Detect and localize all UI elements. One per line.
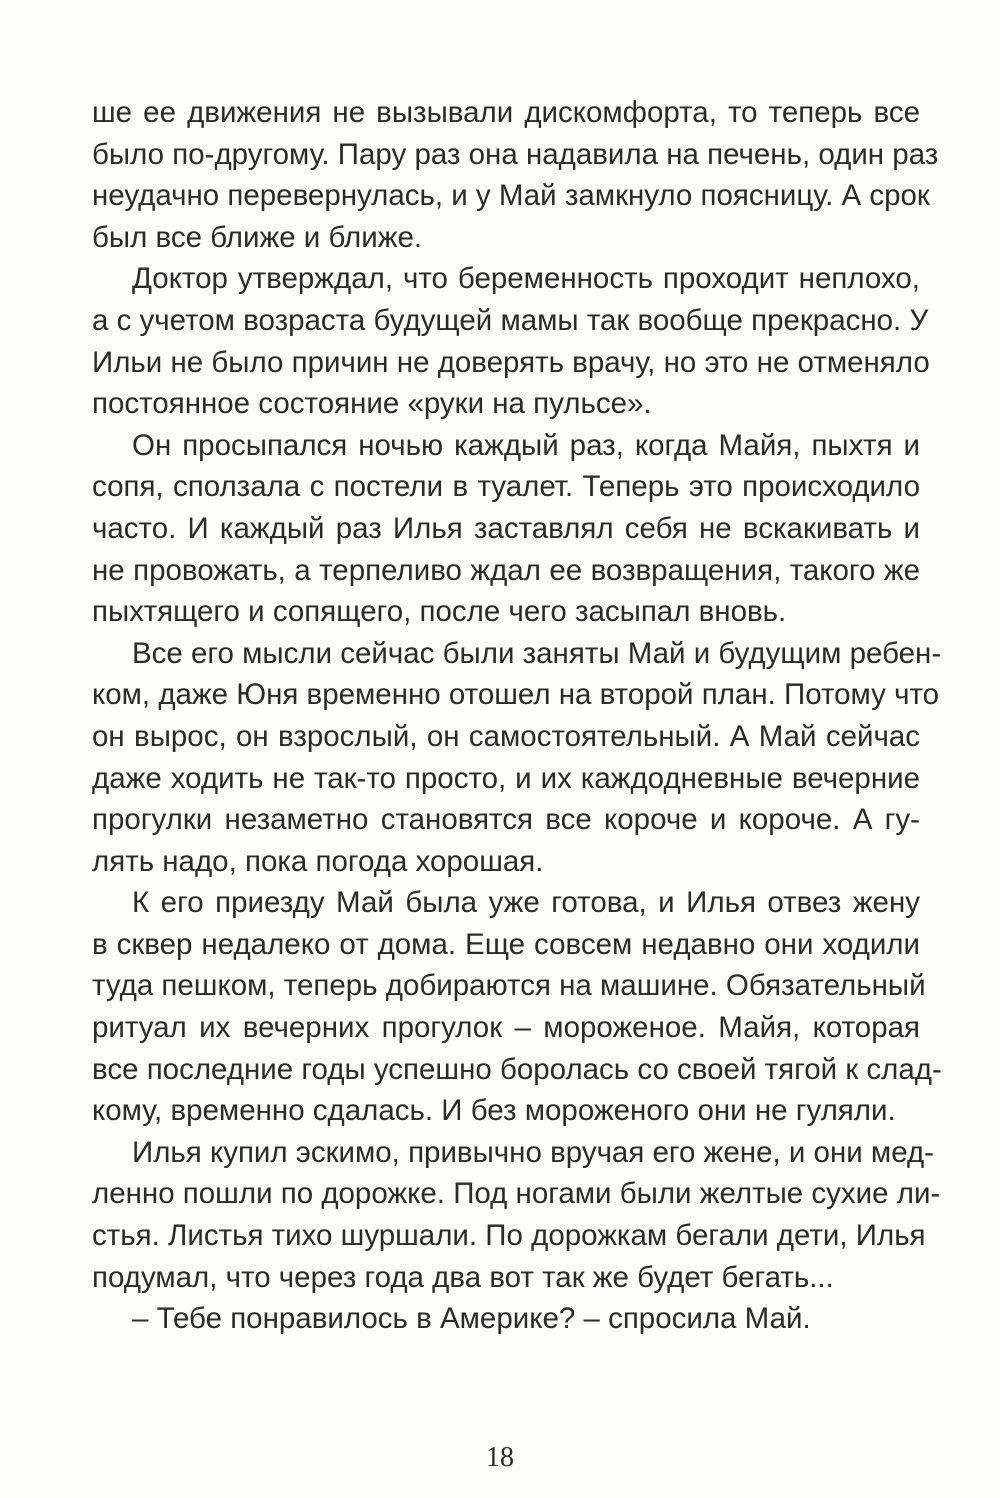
- text-line: не провожать, а терпеливо ждал ее возвращения, такого же: [92, 553, 920, 587]
- text-line: сопя, сползала с постели в туалет. Теперь это происходило: [92, 470, 920, 504]
- text-line: подумал, что через года два вот так же будет бегать...: [92, 1260, 834, 1294]
- text-line: ритуал их вечерних прогулок – мороженое. Майя, которая: [92, 1011, 920, 1045]
- text-line: постоянное состояние «руки на пульсе».: [92, 387, 652, 421]
- text-line: а с учетом возраста будущей мамы так вообще прекрасно. У: [92, 303, 929, 337]
- text-line: было по-другому. Пару раз она надавила на печень, один раз: [92, 137, 939, 171]
- text-line: ком, даже Юня временно отошел на второй план. Потому что: [92, 678, 940, 712]
- text-line: ленно пошли по дорожке. Под ногами были желтые сухие ли-: [92, 1177, 941, 1211]
- text-line: Илья купил эскимо, привычно вручая его жене, и они мед-: [132, 1135, 934, 1169]
- text-line: стья. Листья тихо шуршали. По дорожкам бегали дети, Илья: [92, 1219, 926, 1253]
- text-line: пыхтящего и сопящего, после чего засыпал вновь.: [92, 595, 787, 629]
- text-line: все последние годы успешно боролась со своей тягой к слад-: [92, 1052, 942, 1086]
- text-line: часто. И каждый раз Илья заставлял себя не вскакивать и: [92, 511, 920, 545]
- text-line: он вырос, он взрослый, он самостоятельный. А Май сейчас: [92, 719, 920, 753]
- text-line: К его приезду Май была уже готова, и Илья отвез жену: [132, 886, 920, 920]
- text-line: туда пешком, теперь добираются на машине. Обязательный: [92, 969, 926, 1003]
- text-line: Все его мысли сейчас были заняты Май и будущим ребен-: [132, 636, 942, 670]
- body-text: [92, 92, 942, 1340]
- text-line: лять надо, пока погода хорошая.: [92, 844, 544, 878]
- text-line: даже ходить не так-то просто, и их каждодневные вечерние: [92, 761, 920, 795]
- text-line: в сквер недалеко от дома. Еще совсем недавно они ходили: [92, 927, 920, 961]
- text-line: – Тебе понравилось в Америке? – спросила Май.: [132, 1302, 811, 1336]
- text-line: Доктор утверждал, что беременность проходит неплохо,: [132, 262, 920, 296]
- text-line: был все ближе и ближе.: [92, 220, 423, 254]
- text-line: неудачно перевернулась, и у Май замкнуло поясницу. А срок: [92, 179, 930, 213]
- text-line: ше ее движения не вызывали дискомфорта, то теперь все: [92, 96, 920, 129]
- text-line: прогулки незаметно становятся все короче и короче. А гу-: [92, 803, 920, 837]
- page-number: 18: [486, 1442, 514, 1473]
- text-line: Ильи не было причин не доверять врачу, но это не отменяло: [92, 345, 930, 379]
- text-line: кому, временно сдалась. И без мороженого они не гуляли.: [92, 1094, 896, 1128]
- text-line: Он просыпался ночью каждый раз, когда Майя, пыхтя и: [132, 428, 920, 462]
